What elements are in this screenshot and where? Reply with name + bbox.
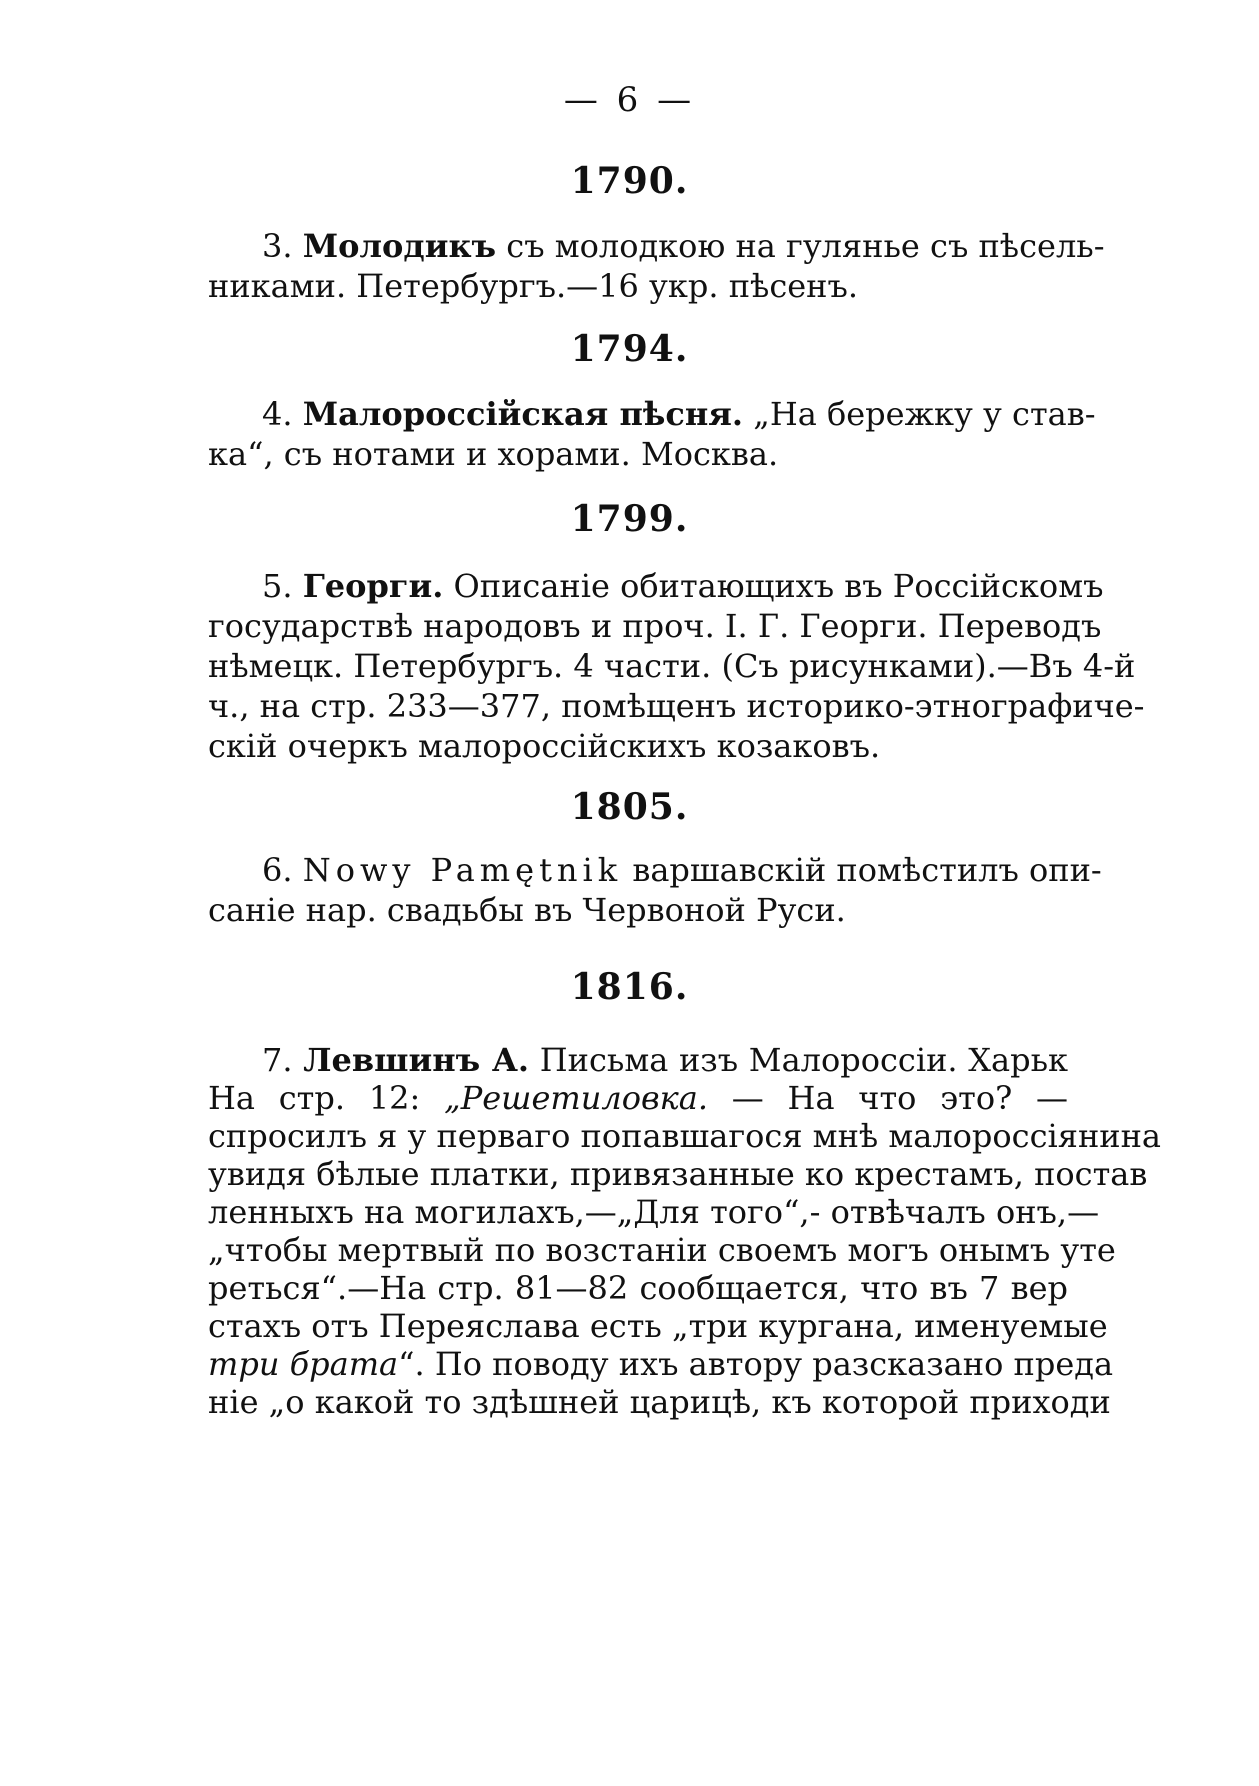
entry-line: государствѣ народовъ и проч. І. Г. Георги. Переводъ: [208, 607, 1102, 645]
entry-number: 3.: [262, 227, 293, 265]
entry-text: “. По поводу ихъ автору разсказано преда: [398, 1345, 1114, 1383]
entry-italic: три брата: [208, 1345, 399, 1383]
entry-text: — На что это? —: [731, 1079, 1069, 1117]
entry-line: [208, 1344, 1114, 1384]
entry-line: [262, 394, 1096, 434]
entry-number: 6.: [262, 851, 293, 889]
entry-line: ч., на стр. 233—377, помѣщенъ историко-этнографиче-: [208, 687, 1145, 725]
entry-text: На стр. 12:: [208, 1079, 421, 1117]
entry-line: ка“, съ нотами и хорами. Москва.: [208, 435, 779, 473]
entry-line: никами. Петербургъ.—16 укр. пѣсенъ.: [208, 267, 859, 305]
entry-line: спросилъ я у перваго попавшагося мнѣ малороссіянина: [208, 1117, 1161, 1155]
entry-line: [262, 850, 1102, 890]
entry-line: нѣмецк. Петербургъ. 4 части. (Съ рисунками).—Въ 4-й: [208, 647, 1136, 685]
entry-title: Георги.: [302, 567, 444, 605]
entry-line: [262, 226, 1105, 266]
entry-text: Описаніе обитающихъ въ Россійскомъ: [453, 567, 1104, 605]
entry-number: 4.: [262, 395, 293, 433]
entry-line: скій очеркъ малороссійскихъ козаковъ.: [208, 727, 881, 765]
entry-line: увидя бѣлые платки, привязанные ко крестамъ, постав: [208, 1155, 1148, 1193]
year-heading: 1816.: [570, 966, 689, 1008]
entry-text: Письма изъ Малороссіи. Харьк: [539, 1041, 1069, 1079]
entry-text: варшавскій помѣстилъ опи-: [632, 851, 1102, 889]
year-heading: 1805.: [570, 786, 689, 828]
entry-line: стахъ отъ Переяслава есть „три кургана, именуемые: [208, 1307, 1108, 1345]
entry-title: Nowy Pamętnik: [302, 851, 623, 889]
entry-number: 5.: [262, 567, 293, 605]
entry-title: Малороссійская пѣсня.: [302, 395, 744, 433]
entry-line: реться“.—На стр. 81—82 сообщается, что въ 7 вер: [208, 1269, 1068, 1307]
page-number: — 6 —: [563, 80, 696, 120]
entry-text: „На бережку у став-: [753, 395, 1096, 433]
entry-italic: „Решетиловка.: [444, 1079, 708, 1117]
year-heading: 1790.: [570, 160, 689, 202]
entry-text: съ молодкою на гулянье съ пѣсель-: [506, 227, 1105, 265]
entry-line: ніе „о какой то здѣшней царицѣ, къ которой приходи: [208, 1383, 1111, 1421]
year-heading: 1794.: [570, 328, 689, 370]
entry-line: саніе нар. свадьбы въ Червоной Руси.: [208, 891, 846, 929]
entry-line: ленныхъ на могилахъ,—„Для того“,- отвѣчалъ онъ,—: [208, 1193, 1100, 1231]
entry-line: [262, 1040, 1068, 1080]
entry-line: [262, 566, 1104, 606]
entry-number: 7.: [262, 1041, 293, 1079]
entry-title: Левшинъ А.: [303, 1041, 530, 1079]
entry-title: Молодикъ: [302, 227, 497, 265]
entry-line: „чтобы мертвый по возстаніи своемъ могъ онымъ уте: [208, 1231, 1116, 1269]
entry-line: [208, 1078, 1068, 1118]
year-heading: 1799.: [570, 498, 689, 540]
